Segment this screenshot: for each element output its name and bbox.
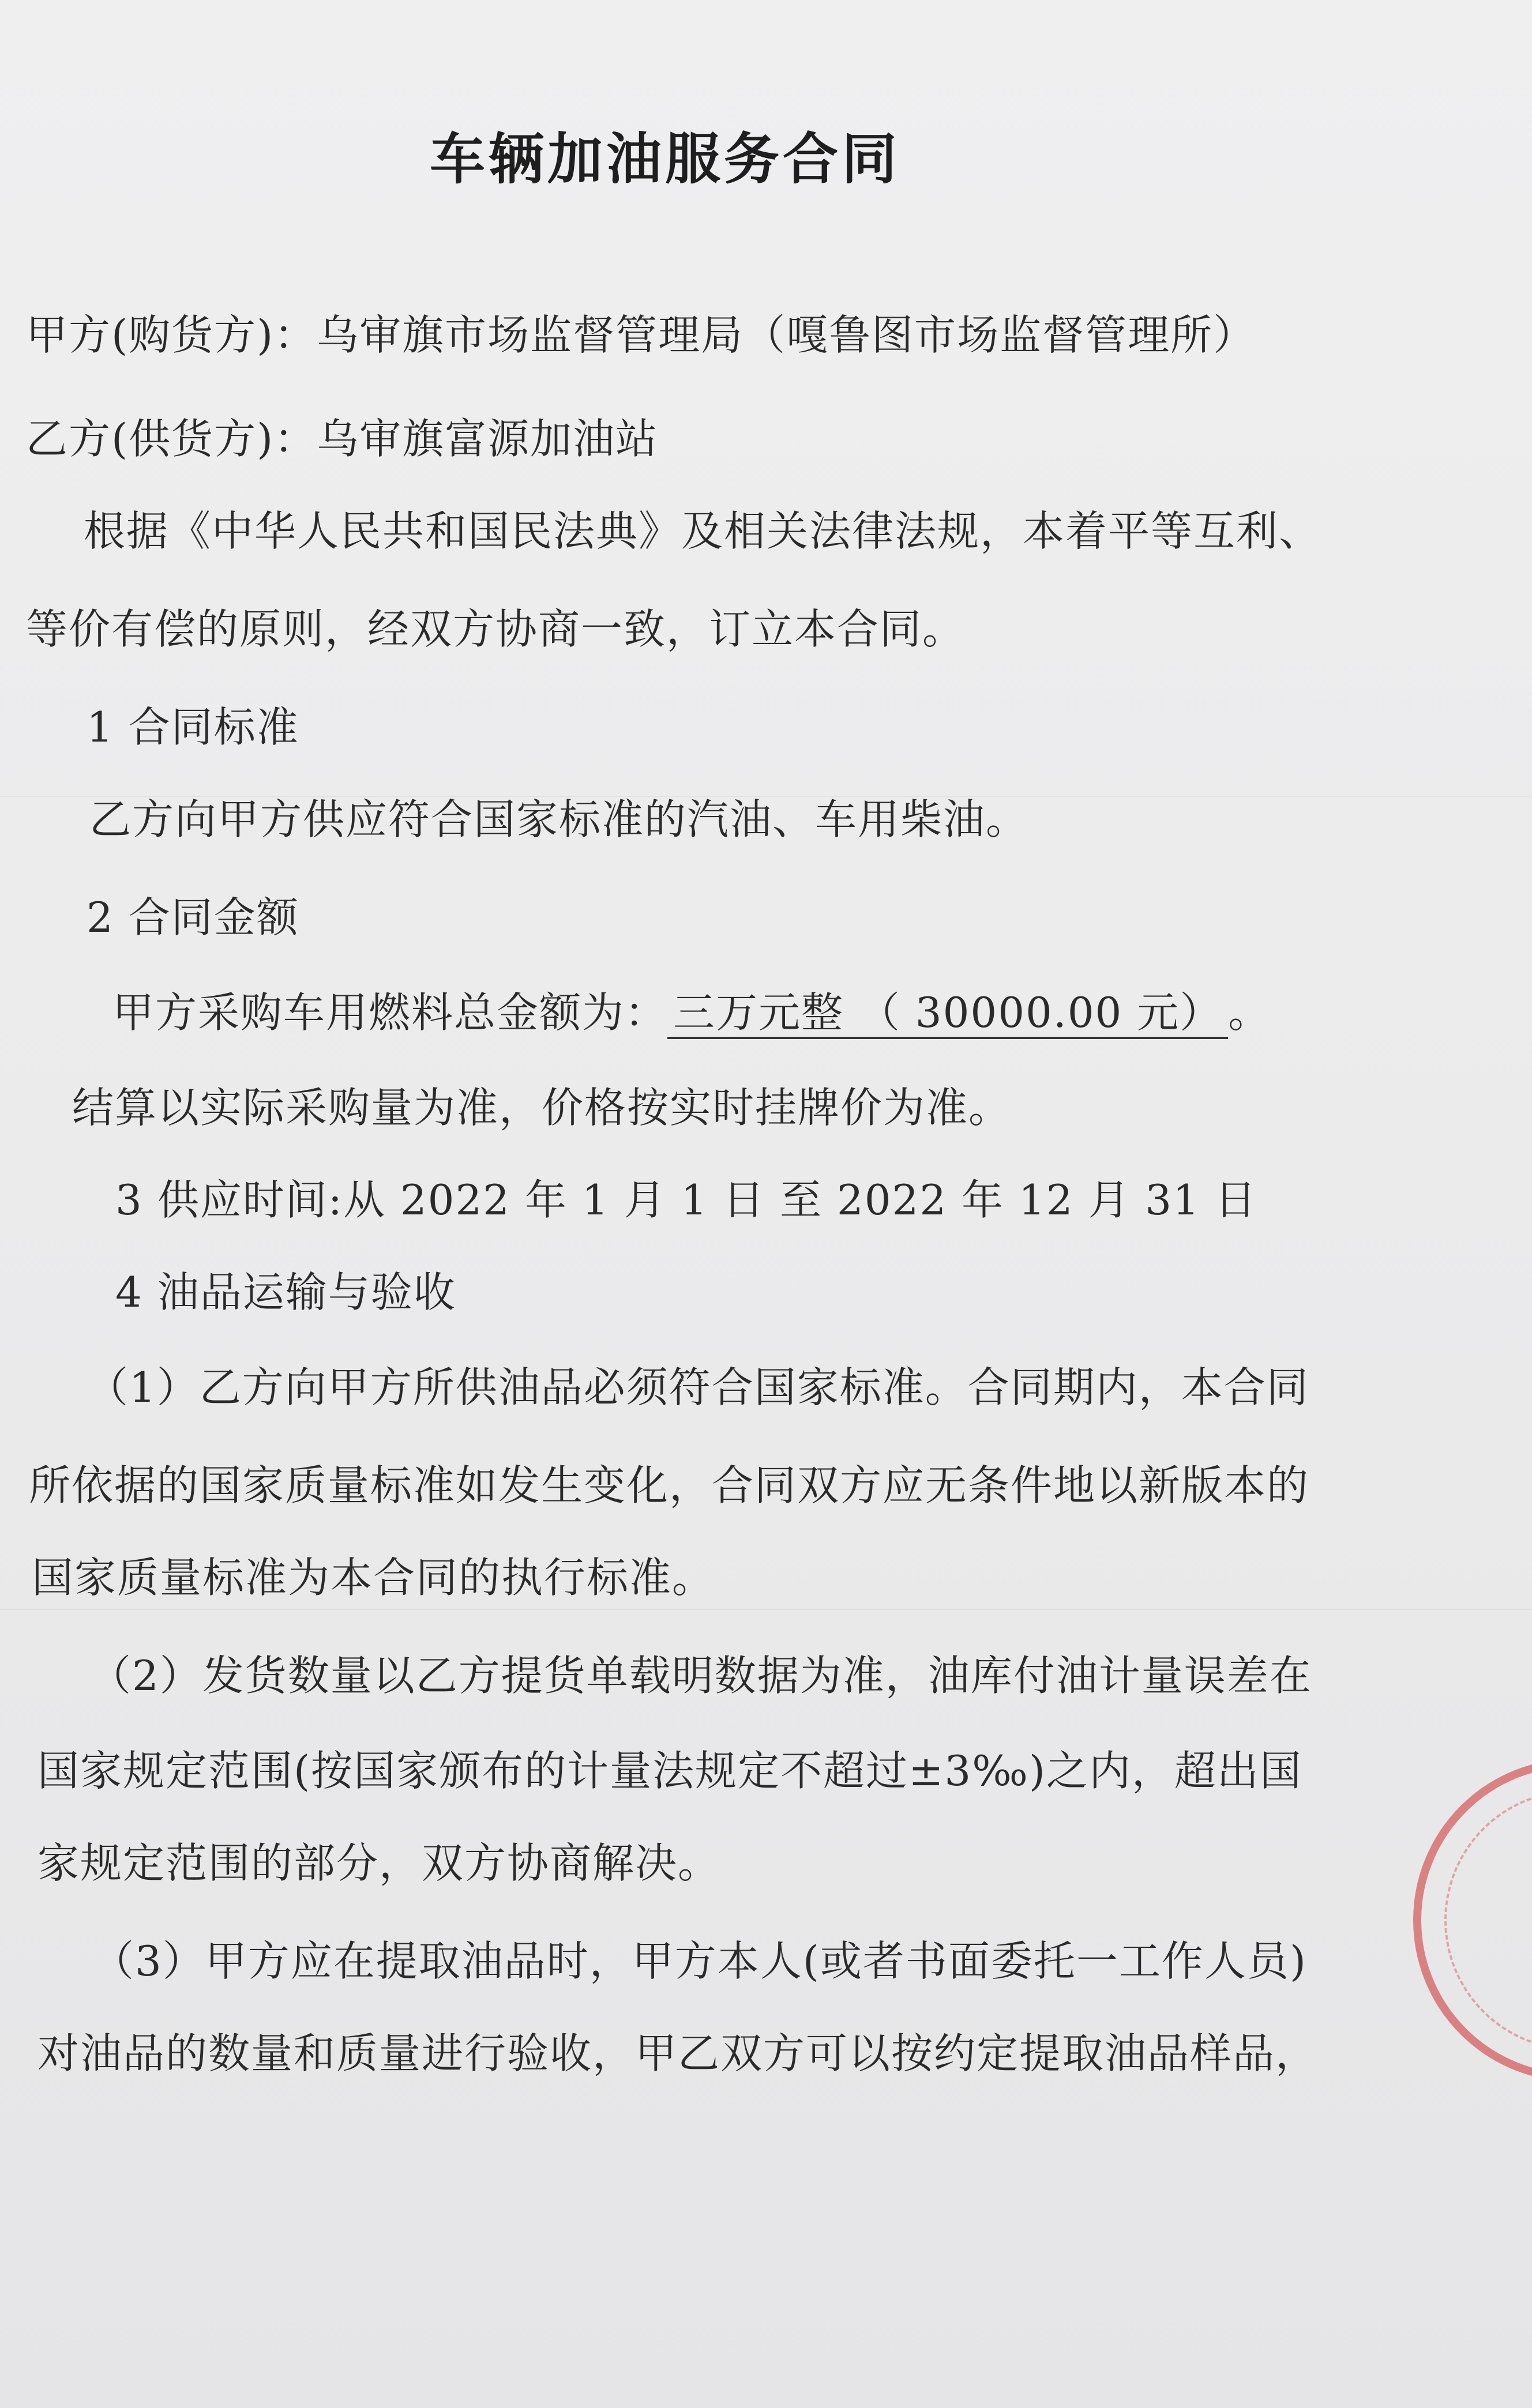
clause-line: （3）甲方应在提取油品时，甲方本人(或者书面委托一工作人员) xyxy=(92,1937,1307,1985)
clause-line: 所依据的国家质量标准如发生变化，合同双方应无条件地以新版本的 xyxy=(29,1461,1310,1510)
contract-title: 车辆加油服务合同 xyxy=(430,127,900,191)
section-heading: 4 油品运输与验收 xyxy=(115,1268,456,1316)
amount-value: 三万元整 （ 30000.00 元） xyxy=(667,992,1228,1039)
paper-fold xyxy=(0,1609,1532,1610)
section-heading: 2 合同金额 xyxy=(87,893,299,942)
amount-line xyxy=(112,988,1271,1039)
red-seal-stamp xyxy=(1413,1759,1532,2082)
clause-line: 对油品的数量和质量进行验收，甲乙双方可以按约定提取油品样品， xyxy=(37,2029,1319,2078)
settlement-text: 结算以实际采购量为准，价格按实时挂牌价为准。 xyxy=(72,1083,1012,1132)
amount-label: 甲方采购车用燃料总金额为： xyxy=(112,988,668,1037)
party-a: 甲方(购货方)：乌审旗市场监督管理局（嘎鲁图市场监督管理所） xyxy=(26,311,1256,359)
intro-line: 根据《中华人民共和国民法典》及相关法律法规，本着平等互利、 xyxy=(84,507,1322,555)
clause-line: 家规定范围的部分，双方协商解决。 xyxy=(37,1839,721,1887)
amount-suffix: 。 xyxy=(1228,988,1271,1037)
supply-period: 3 供应时间:从 2022 年 1 月 1 日 至 2022 年 12 月 31 日 xyxy=(115,1176,1257,1224)
clause-line: 国家规定范围(按国家颁布的计量法规定不超过±3‰)之内，超出国 xyxy=(37,1747,1302,1795)
party-b: 乙方(供货方)：乌审旗富源加油站 xyxy=(26,415,659,463)
clause-line: 国家质量标准为本合同的执行标准。 xyxy=(32,1553,715,1602)
clause-line: （2）发货数量以乙方提货单载明数据为准，油库付油计量误差在 xyxy=(89,1651,1312,1700)
section-heading: 1 合同标准 xyxy=(87,703,299,751)
clause-line: （1）乙方向甲方所供油品必须符合国家标准。合同期内，本合同 xyxy=(87,1363,1309,1412)
seal-inner-ring xyxy=(1444,1790,1532,2050)
section-text: 乙方向甲方供应符合国家标准的汽油、车用柴油。 xyxy=(89,795,1029,844)
intro-line: 等价有偿的原则，经双方协商一致，订立本合同。 xyxy=(26,605,966,653)
